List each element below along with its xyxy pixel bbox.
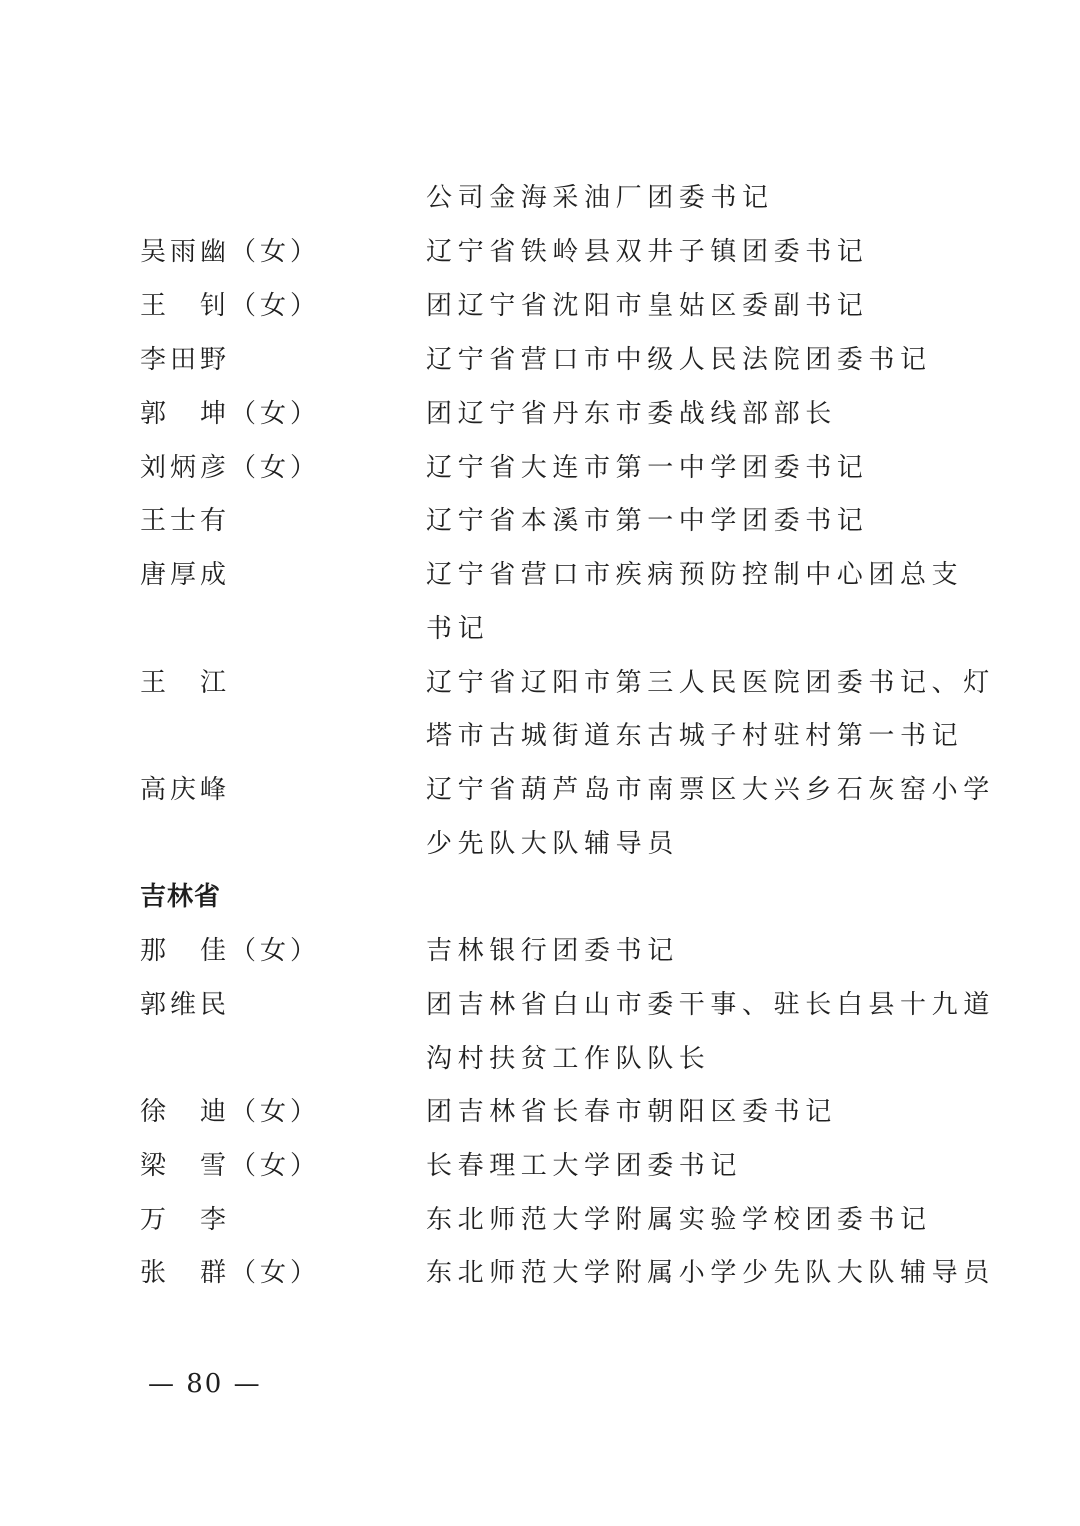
entry-position: 辽宁省营口市疾病预防控制中心团总支 [426,560,964,590]
entry-position: 辽宁省葫芦岛市南票区大兴乡石灰窑小学 [426,775,995,805]
entry-name: 王 江 [140,668,231,698]
entry-name: 张 群（女） [140,1258,321,1288]
entry-position: 辽宁省大连市第一中学团委书记 [426,453,869,483]
entry-name: 唐厚成 [140,560,231,590]
entry-position: 团辽宁省丹东市委战线部部长 [426,399,837,429]
section-heading: 吉林省 [140,882,222,912]
entry-position: 东北师范大学附属小学少先队大队辅导员 [426,1258,995,1288]
entry-position: 长春理工大学团委书记 [426,1151,743,1181]
entry-name: 郭 坤（女） [140,399,321,429]
entry-name: 那 佳（女） [140,936,321,966]
entry-name: 吴雨幽（女） [140,237,321,267]
entry-name: 梁 雪（女） [140,1151,321,1181]
entry-name: 万 李 [140,1205,231,1235]
entry-position: 团吉林省长春市朝阳区委书记 [426,1097,837,1127]
entry-position: 辽宁省辽阳市第三人民医院团委书记、灯 [426,668,995,698]
entry-name: 李田野 [140,345,231,375]
page-number: — 80 — [148,1369,262,1399]
entry-position: 辽宁省营口市中级人民法院团委书记 [426,345,932,375]
entry-position-continued: 沟村扶贫工作队队长 [426,1044,711,1074]
entry-position: 东北师范大学附属实验学校团委书记 [426,1205,932,1235]
entry-position: 团辽宁省沈阳市皇姑区委副书记 [426,291,869,321]
entry-name: 徐 迪（女） [140,1097,321,1127]
entry-position: 辽宁省铁岭县双井子镇团委书记 [426,237,869,267]
entry-name: 刘炳彦（女） [140,453,321,483]
entry-position: 吉林银行团委书记 [426,936,679,966]
continuation-text: 公司金海采油厂团委书记 [426,183,774,213]
entry-name: 高庆峰 [140,775,231,805]
entry-name: 王 钊（女） [140,291,321,321]
entry-position-continued: 书记 [426,614,490,644]
entry-name: 郭维民 [140,990,231,1020]
entry-position-continued: 塔市古城街道东古城子村驻村第一书记 [426,721,964,751]
entry-position: 团吉林省白山市委干事、驻长白县十九道 [426,990,995,1020]
entry-position-continued: 少先队大队辅导员 [426,829,679,859]
entry-name: 王士有 [140,506,231,536]
entry-position: 辽宁省本溪市第一中学团委书记 [426,506,869,536]
